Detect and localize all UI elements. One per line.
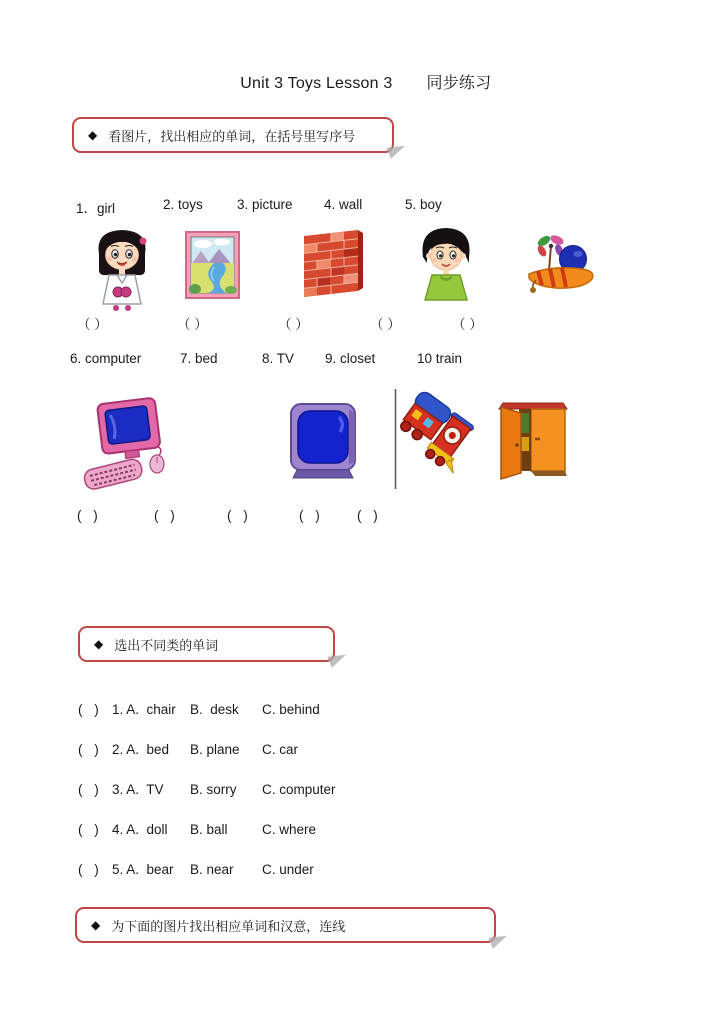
train-image — [394, 387, 476, 491]
word-boy: 5. boy — [405, 197, 442, 212]
tv-illustration — [283, 399, 363, 486]
section1-instruction-box — [72, 117, 394, 153]
question-row-5 — [78, 862, 418, 879]
question-5-answer-slot[interactable]: ( ) — [78, 862, 103, 877]
box-shadow-tail — [386, 141, 407, 159]
answer-slot-9[interactable]: ( ) — [299, 508, 324, 523]
page-title-chinese: 同步练习 — [426, 75, 492, 92]
diamond-bullet-icon: ◆ — [94, 637, 104, 651]
answer-slot-1[interactable]: （ ） — [77, 317, 108, 332]
page-title-english: Unit 3 Toys Lesson 3 — [240, 75, 393, 92]
question-4-option-a: 4. A. doll — [112, 822, 168, 837]
section1-instruction-text: 看图片，找出相应的单词，在括号里写序号 — [108, 128, 356, 144]
answer-slot-8[interactable]: ( ) — [227, 508, 252, 523]
section3-instruction-box — [75, 907, 496, 943]
word-girl: 1．girl — [76, 201, 116, 216]
diamond-bullet-icon: ◆ — [91, 918, 101, 932]
computer-illustration — [78, 393, 170, 491]
answer-slot-3[interactable]: （ ） — [278, 317, 309, 332]
question-1-option-c: C. behind — [262, 702, 320, 717]
question-5-option-a: 5. A. bear — [112, 862, 174, 877]
brick-wall-illustration — [299, 227, 369, 301]
question-4-option-c: C. where — [262, 822, 317, 837]
picture-frame-illustration — [185, 231, 240, 299]
question-2-option-b: B. plane — [190, 742, 240, 757]
boy-illustration — [414, 223, 478, 302]
section2-instruction-text: 选出不同类的单词 — [114, 637, 219, 653]
answer-slot-2[interactable]: （ ） — [177, 317, 208, 332]
question-row-1 — [78, 702, 418, 719]
question-2-option-a: 2. A. bed — [112, 742, 170, 757]
boy-image — [414, 223, 478, 302]
computer-image — [78, 393, 170, 491]
section2-instruction-box — [78, 626, 335, 662]
train-illustration — [394, 387, 476, 491]
answer-slot-7[interactable]: ( ) — [154, 508, 179, 523]
picture-frame-image — [185, 231, 240, 299]
box-shadow-tail — [488, 931, 509, 949]
box-shadow-tail — [327, 650, 348, 668]
question-row-2 — [78, 742, 418, 759]
question-4-answer-slot[interactable]: ( ) — [78, 822, 103, 837]
question-3-answer-slot[interactable]: ( ) — [78, 782, 103, 797]
toys-image — [524, 230, 598, 297]
answer-slot-5[interactable]: （ ） — [452, 317, 483, 332]
question-3-option-c: C. computer — [262, 782, 336, 797]
brick-wall-image — [299, 227, 369, 301]
question-3-option-b: B. sorry — [190, 782, 237, 797]
word-toys: 2. toys — [163, 197, 203, 212]
toys-illustration — [524, 230, 598, 297]
section3-instruction-text: 为下面的图片找出相应单词和汉意，连线 — [111, 918, 346, 934]
word-bed: 7. bed — [180, 351, 218, 366]
word-train: 10 train — [417, 351, 463, 366]
word-closet: 9. closet — [325, 351, 376, 366]
question-1-option-a: 1. A. chair — [112, 702, 176, 717]
question-row-3 — [78, 782, 418, 799]
answer-slot-6[interactable]: ( ) — [77, 508, 102, 523]
question-2-answer-slot[interactable]: ( ) — [78, 742, 103, 757]
answer-slot-10[interactable]: ( ) — [357, 508, 382, 523]
question-row-4 — [78, 822, 418, 839]
word-tv: 8. TV — [262, 351, 295, 366]
word-picture: 3. picture — [237, 197, 293, 212]
question-5-option-b: B. near — [190, 862, 234, 877]
girl-image — [88, 224, 156, 311]
closet-illustration — [491, 393, 573, 483]
page-title — [0, 52, 713, 111]
tv-image — [283, 399, 363, 486]
word-wall: 4. wall — [324, 197, 363, 212]
question-3-option-a: 3. A. TV — [112, 782, 164, 797]
closet-image — [491, 393, 573, 483]
answer-slot-4[interactable]: （ ） — [370, 317, 401, 332]
diamond-bullet-icon: ◆ — [88, 128, 98, 142]
word-computer: 6. computer — [70, 351, 142, 366]
question-5-option-c: C. under — [262, 862, 314, 877]
question-4-option-b: B. ball — [190, 822, 228, 837]
question-2-option-c: C. car — [262, 742, 299, 757]
question-1-answer-slot[interactable]: ( ) — [78, 702, 103, 717]
girl-illustration — [88, 224, 156, 311]
question-1-option-b: B. desk — [190, 702, 239, 717]
